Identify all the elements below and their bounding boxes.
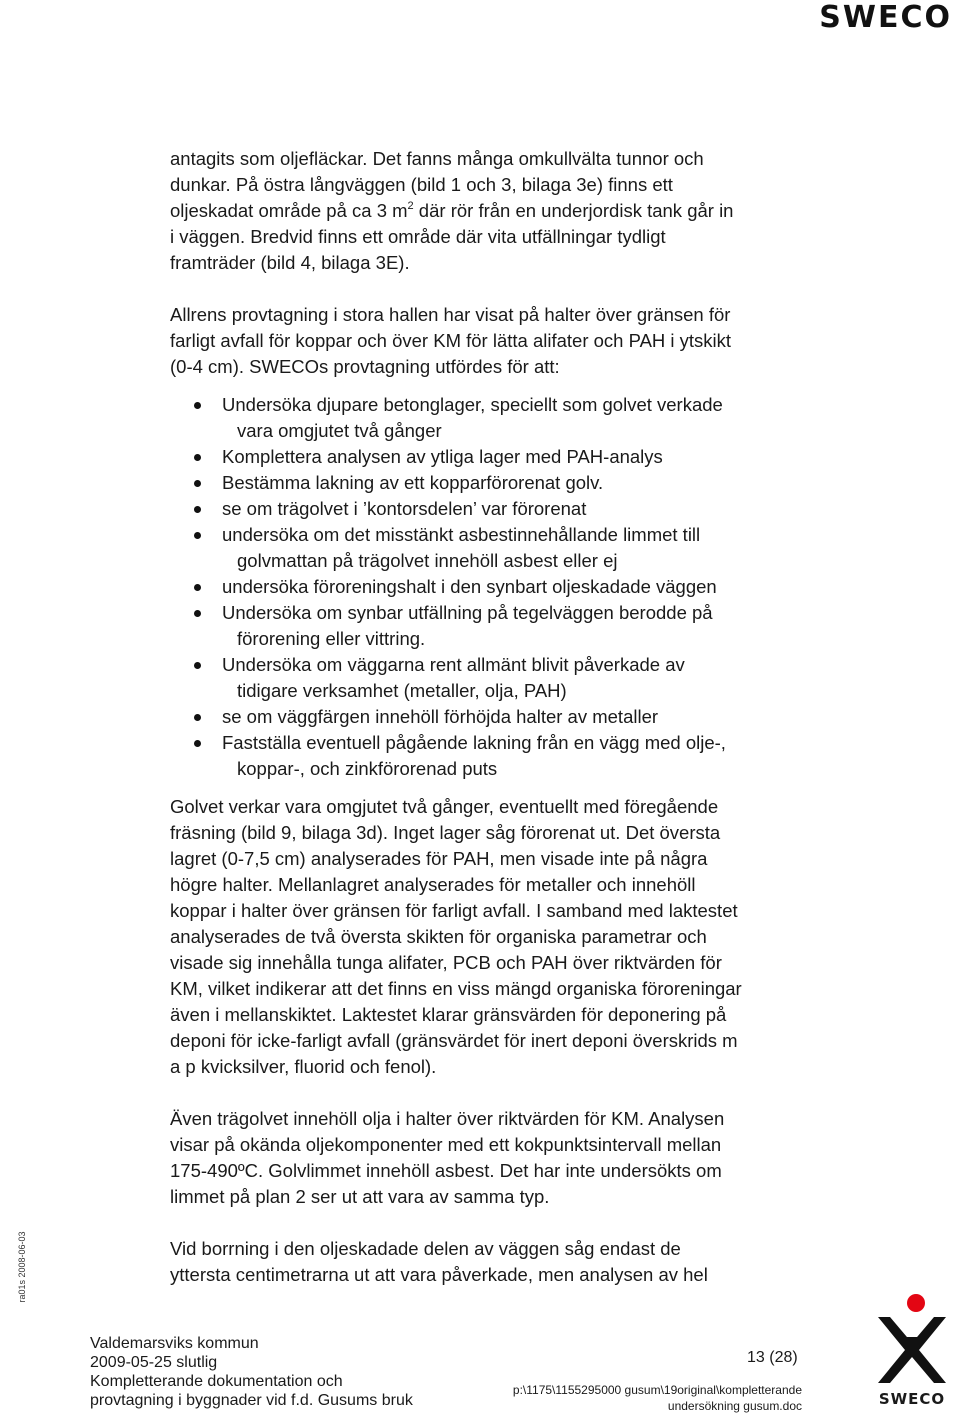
text-line: Även trägolvet innehöll olja i halter över riktvärden för KM. Analysen [170, 1108, 725, 1129]
template-code: ra01s 2008-06-03 [17, 1231, 27, 1303]
list-item [170, 574, 810, 600]
paragraph-floor-results [170, 794, 810, 1080]
text-line: Vid borrning i den oljeskadade delen av väggen såg endast de [170, 1238, 681, 1259]
paragraph-sampling-intro [170, 302, 810, 380]
list-item-text-continued: tidigare verksamhet (metaller, olja, PAH) [237, 680, 567, 701]
text-line: dunkar. På östra långväggen (bild 1 och 3, bilaga 3e) finns ett [170, 174, 673, 195]
text-line: KM, vilket indikerar att det finns en viss mängd organiska föroreningar [170, 978, 742, 999]
sweco-logo-footer [872, 1293, 952, 1408]
list-item-text: Bestämma lakning av ett kopparförorenat golv. [222, 472, 604, 493]
list-item [170, 600, 810, 652]
text-line: yttersta centimetrarna ut att vara påverkade, men analysen av hel [170, 1264, 708, 1285]
text-line: analyserades de två översta skikten för organiska parametrar och [170, 926, 707, 947]
list-item-text: se om trägolvet i ’kontorsdelen’ var förorenat [222, 498, 587, 519]
paragraph-wood-floor [170, 1106, 810, 1210]
list-item-text: undersöka föroreningshalt i den synbart oljeskadade väggen [222, 576, 717, 597]
text-line: i väggen. Bredvid finns ett område där vita utfällningar tydligt [170, 226, 666, 247]
file-path [510, 1382, 802, 1414]
text-line: antagits som oljefläckar. Det fanns många omkullvälta tunnor och [170, 148, 704, 169]
text-line: limmet på plan 2 ser ut att vara av samma typ. [170, 1186, 550, 1207]
text-line: farligt avfall för koppar och över KM för lätta alifater och PAH i ytskikt [170, 330, 732, 351]
list-item-text: undersöka om det misstänkt asbestinnehållande limmet till [222, 524, 701, 545]
text-line: visar på okända oljekomponenter med ett kokpunktsintervall mellan [170, 1134, 722, 1155]
list-item-text: Undersöka djupare betonglager, speciellt som golvet verkade [222, 394, 723, 415]
text-line: lagret (0-7,5 cm) analyserades för PAH, men visade inte på några [170, 848, 708, 869]
text-line: visade sig innehålla tunga alifater, PCB och PAH över riktvärden för [170, 952, 722, 973]
list-item [170, 652, 810, 704]
list-item-text-continued: förorening eller vittring. [237, 628, 426, 649]
list-item [170, 730, 810, 782]
superscript: 2 [407, 200, 414, 212]
footer-date: 2009-05-25 slutlig [90, 1354, 218, 1371]
list-item-text-continued: vara omgjutet två gånger [237, 420, 442, 441]
list-item-text: Komplettera analysen av ytliga lager med PAH-analys [222, 446, 663, 467]
text-line: deponi för icke-farligt avfall (gränsvärdet för inert deponi överskrids m [170, 1030, 738, 1051]
sampling-purpose-list [170, 392, 810, 782]
text-line: koppar i halter över gränsen för farligt avfall. I samband med laktestet [170, 900, 738, 921]
list-item [170, 392, 810, 444]
sweco-emblem-icon [872, 1293, 952, 1388]
page-number: 13 (28) [747, 1349, 798, 1366]
text-line: Golvet verkar vara omgjutet två gånger, eventuellt med föregående [170, 796, 719, 817]
list-item [170, 444, 810, 470]
text-line: högre halter. Mellanlagret analyserades för metaller och innehöll [170, 874, 696, 895]
footer-doc-title-1: Kompletterande dokumentation och [90, 1373, 343, 1390]
text-line: Allrens provtagning i stora hallen har visat på halter över gränsen för [170, 304, 731, 325]
list-item [170, 470, 810, 496]
sweco-logo-header: SWECO [819, 0, 952, 35]
sweco-wordmark: SWECO [878, 1390, 946, 1408]
text-line: framträder (bild 4, bilaga 3E). [170, 252, 410, 273]
text-line: 175-490ºC. Golvlimmet innehöll asbest. Det har inte undersökts om [170, 1160, 722, 1181]
paragraph-oil-stains [170, 146, 810, 276]
list-item-text: Undersöka om synbar utfällning på tegelväggen berodde på [222, 602, 713, 623]
list-item-text: se om väggfärgen innehöll förhöjda halter av metaller [222, 706, 659, 727]
footer-info [90, 1334, 413, 1410]
list-item [170, 496, 810, 522]
file-path-line-2: undersökning gusum.doc [667, 1399, 802, 1413]
text-line: a p kvicksilver, fluorid och fenol). [170, 1056, 437, 1077]
text-line: även i mellanskiktet. Laktestet klarar gränsvärden för deponering på [170, 1004, 727, 1025]
list-item-text-continued: golvmattan på trägolvet innehöll asbest eller ej [237, 550, 618, 571]
list-item-text-continued: koppar-, och zinkförorenad puts [237, 758, 498, 779]
text-line: fräsning (bild 9, bilaga 3d). Inget lager såg förorenat ut. Det översta [170, 822, 721, 843]
list-item [170, 704, 810, 730]
text-line-with-superscript: oljeskadat område på ca 3 $m^2$ där rör från en underjordisk tank går in [170, 200, 734, 221]
file-path-line-1: p:\1175\1155295000 gusum\19original\kompletterande [512, 1383, 802, 1397]
text-line: (0-4 cm). SWECOs provtagning utfördes för att: [170, 356, 560, 377]
footer-org: Valdemarsviks kommun [90, 1335, 259, 1352]
footer-doc-title-2: provtagning i byggnader vid f.d. Gusums bruk [90, 1392, 413, 1409]
list-item-text: Fastställa eventuell pågående lakning från en vägg med olje-, [222, 732, 726, 753]
list-item [170, 522, 810, 574]
paragraph-wall-drilling [170, 1236, 810, 1288]
list-item-text: Undersöka om väggarna rent allmänt blivit påverkade av [222, 654, 685, 675]
